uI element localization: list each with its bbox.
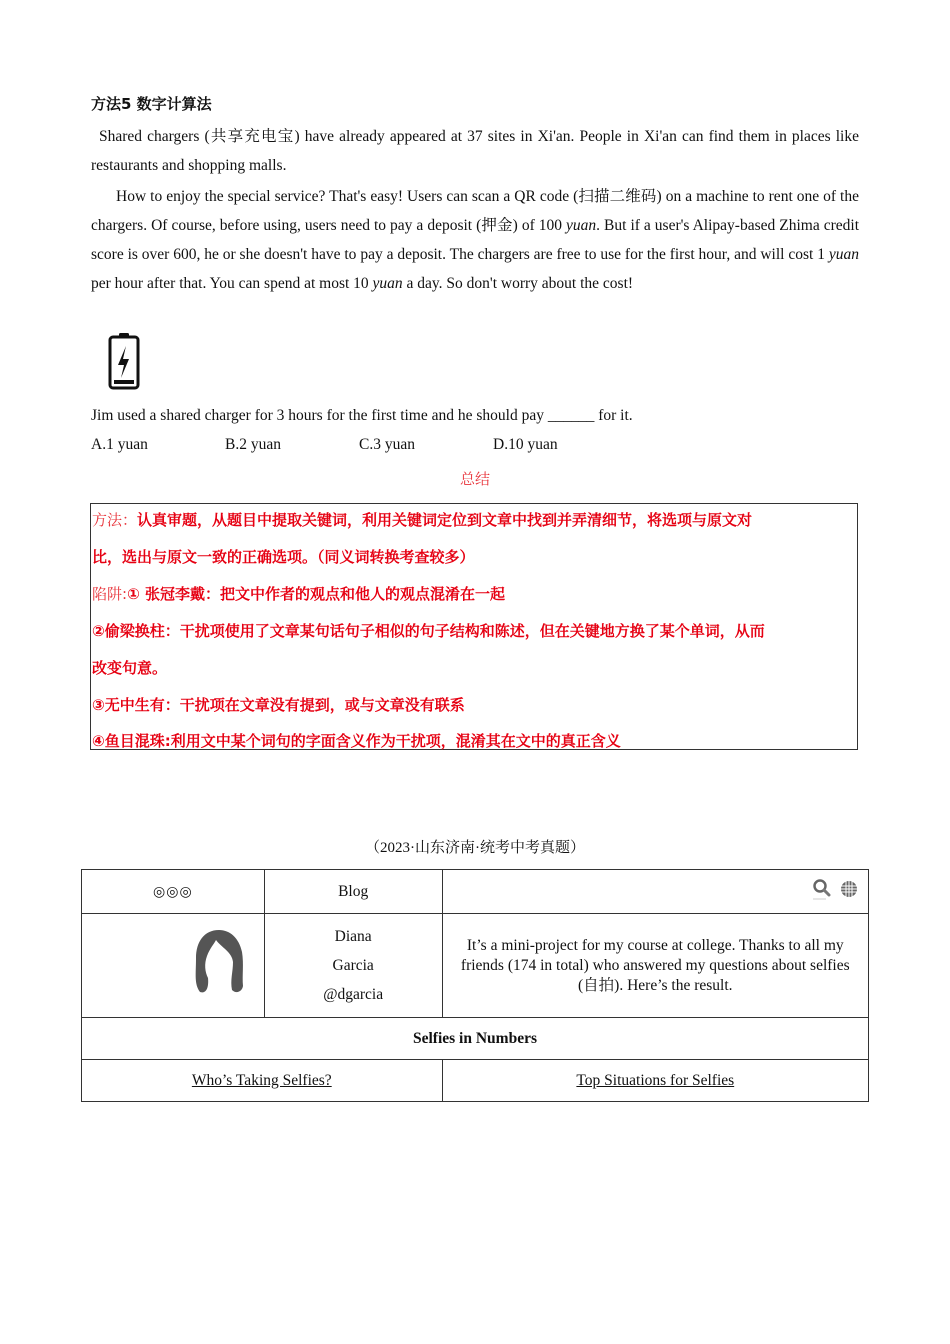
user-handle[interactable]: @dgarcia	[323, 986, 384, 1003]
battery-charging-icon	[108, 332, 140, 390]
italic-yuan: yuan	[828, 246, 859, 263]
user-first-name: Diana	[334, 928, 372, 945]
globe-icon[interactable]	[840, 880, 858, 898]
trap-line-2: ②偷梁换柱：干扰项使用了文章某句话句子相似的句子结构和陈述，但在关键地方换了某个单词，从而	[92, 622, 765, 640]
exam-source: （2023·山东济南·统考中考真题）	[365, 840, 585, 856]
passage-paragraph-2	[91, 182, 859, 298]
section-title-row	[82, 1018, 869, 1060]
method-text: 认真审题，从题目中提取关键词，利用关键词定位到文章中找到并弄清细节，将选项与原文对	[137, 511, 753, 529]
method-line-1	[92, 509, 752, 530]
blog-intro: It’s a mini-project for my course at college. Thanks to all my friends (174 in total) who answered my questions about selfies (自拍). Here’s the result.	[442, 914, 868, 1018]
passage-text: per hour after that. You can spend at most 10	[91, 275, 373, 292]
search-icon[interactable]	[812, 878, 832, 900]
trap-line-3: ③无中生有：干扰项在文章没有提到，或与文章没有联系	[92, 696, 465, 714]
method-line-2: 比，选出与原文一致的正确选项。（同义词转换考查较多）	[92, 548, 475, 566]
blog-header-row	[82, 870, 869, 914]
option-b[interactable]: B.2 yuan	[225, 436, 281, 453]
passage-paragraph-1: Shared chargers (共享充电宝) have already appeared at 37 sites in Xi'an. People in Xi'an can find them in places like restaurants and shopping malls.	[91, 128, 859, 174]
method-label: 方法：	[92, 511, 138, 529]
trap-line-2-cont: 改变句意。	[92, 659, 168, 677]
link-top-situations[interactable]: Top Situations for Selfies	[576, 1071, 735, 1089]
trap-label: 陷阱:	[92, 585, 128, 603]
window-controls[interactable]: ◎◎◎	[153, 883, 193, 900]
option-c[interactable]: C.3 yuan	[359, 436, 415, 453]
summary-box	[90, 503, 858, 750]
blog-toolbar	[442, 870, 868, 914]
section-title: Selfies in Numbers	[82, 1018, 869, 1060]
passage-text: How to enjoy the special service? That's easy! Users can scan a QR code (扫描二维码) on a machine to rent one of the chargers. Of course, before using, users need to pay a deposit (押金) of 100	[91, 188, 859, 234]
passage-text: a day. So don't worry about the cost!	[402, 275, 634, 292]
avatar-hair-icon	[192, 928, 246, 996]
link-who-taking-selfies[interactable]: Who’s Taking Selfies?	[191, 1071, 332, 1089]
italic-yuan: yuan	[566, 217, 597, 234]
trap-line-1	[92, 583, 505, 604]
italic-yuan: yuan	[372, 275, 403, 292]
blog-title: Blog	[264, 870, 442, 914]
trap-text: ① 张冠李戴：把文中作者的观点和他人的观点混淆在一起	[127, 585, 505, 603]
passage-text: . But if a user's Alipay-based Zhima credit score is over 600, he or she doesn't have to pay a deposit. The chargers are free to use for the first hour, and will cost 1	[91, 217, 859, 263]
question-text: Jim used a shared charger for 3 hours for the first time and he should pay ______ for it.	[91, 407, 633, 424]
links-row	[82, 1060, 869, 1102]
trap-line-4: ④鱼目混珠:利用文中某个词句的字面含义作为干扰项，混淆其在文中的真正含义	[92, 732, 621, 750]
summary-title: 总结	[459, 470, 490, 488]
user-info	[264, 914, 442, 1018]
section-heading: 方法5 数字计算法	[91, 95, 212, 113]
blog-profile-row	[82, 914, 869, 1018]
blog-table	[81, 869, 869, 1102]
option-d[interactable]: D.10 yuan	[493, 436, 558, 453]
avatar-cell	[82, 914, 265, 1018]
option-a[interactable]: A.1 yuan	[91, 436, 148, 453]
user-last-name: Garcia	[332, 957, 374, 974]
